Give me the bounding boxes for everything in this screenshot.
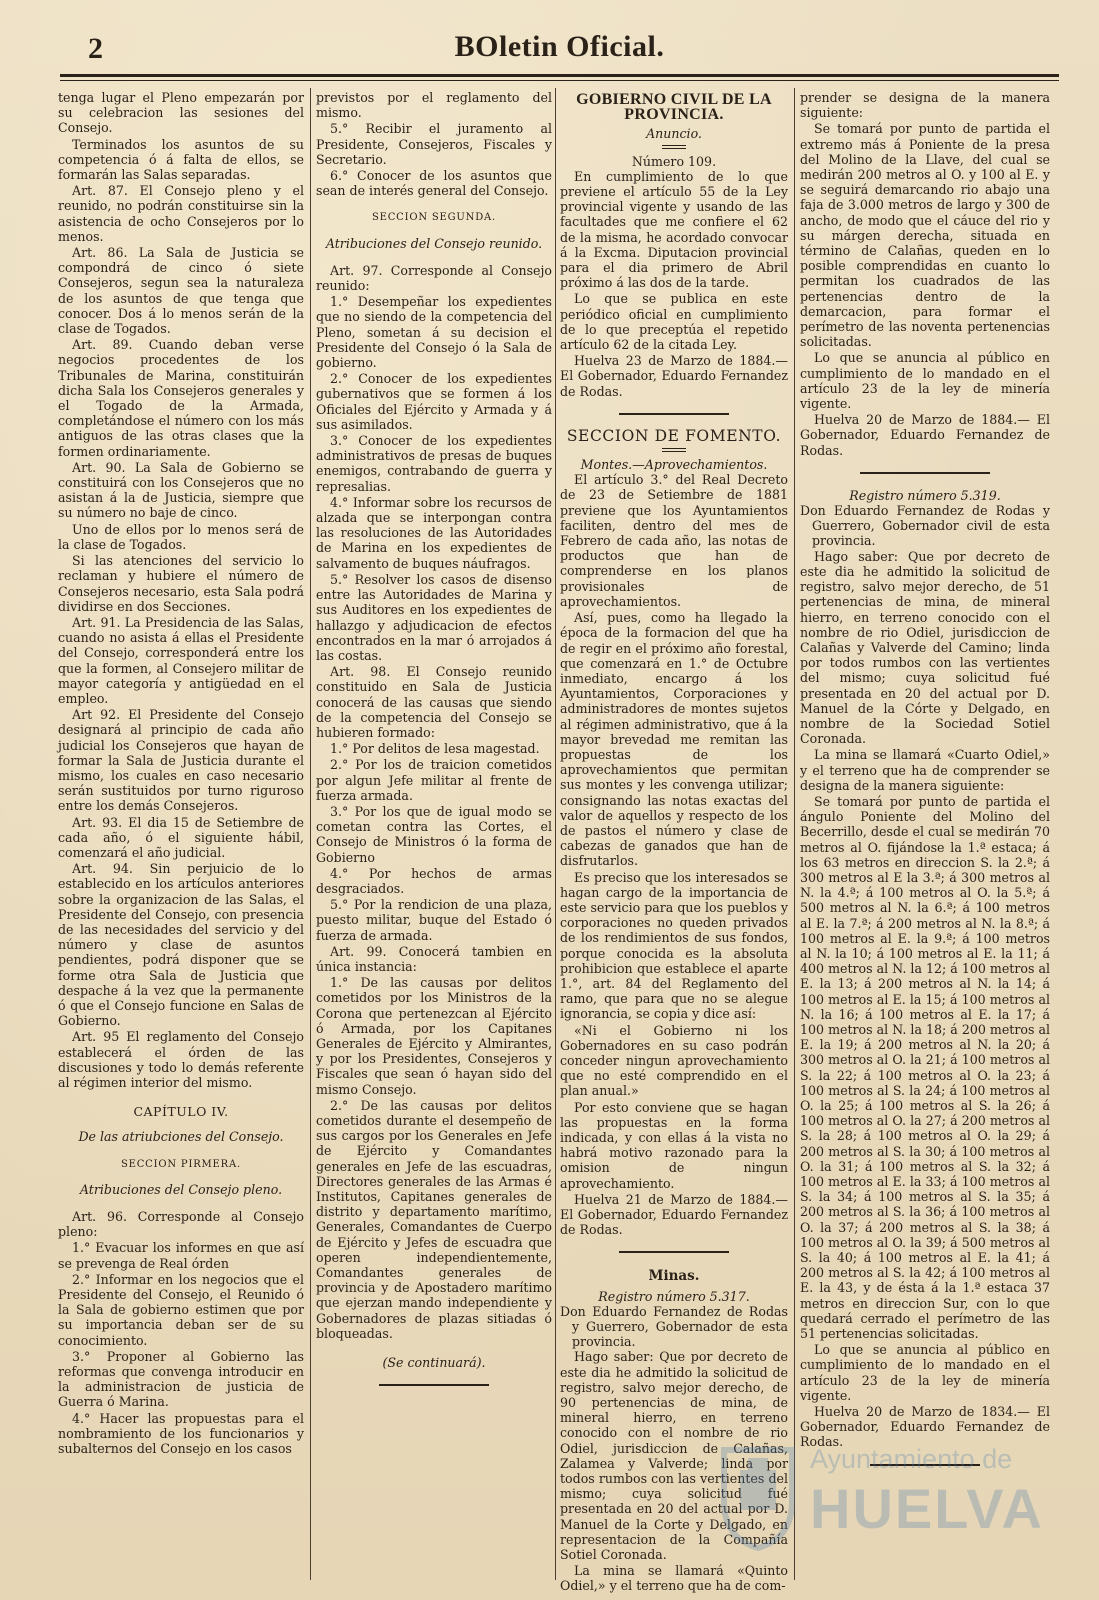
paragraph: 3.° Por los que de igual modo se cometan contra las Cortes, el Consejo de Ministros ó la forma de Gobierno <box>316 803 552 865</box>
paragraph: 5.° Recibir el juramento al Presidente, Consejeros, Fiscales y Secretario. <box>316 121 552 167</box>
registro-heading: Registro número 5.319. <box>849 487 1001 503</box>
paragraph: 1.° De las causas por delitos cometidos por los Ministros de la Corona que pertenezcan al Ejército ó Armada, por los Capitanes Generales de Ejército y Almirantes, y por los Presidentes, Consejeros y Fiscales que sean ó hayan sido del mismo Consejo. <box>316 975 552 1097</box>
paragraph: Art. 87. El Consejo pleno y el reunido, no podrán constituirse sin la asistencia de ocho Consejeros por lo menos. <box>58 183 304 244</box>
paragraph: Lo que se publica en este periódico oficial en cumplimiento de lo que preceptúa el repetido artículo 62 de la citada Ley. <box>560 291 788 353</box>
paragraph: 1.° Desempeñar los expedientes que no siendo de la competencia del Pleno, sometan á su decision el Presidente del Consejo ó la Sala de gobierno. <box>316 294 552 371</box>
don-line: Don Eduardo Fernandez de Rodas y Guerrero, Gobernador de esta provincia. <box>560 1303 788 1350</box>
paragraph: Art. 97. Corresponde al Consejo reunido: <box>316 262 552 294</box>
header-rule <box>60 74 1059 77</box>
paragraph: El artículo 3.° del Real Decreto de 23 de Setiembre de 1881 previene que los Ayuntamientos faciliten, dentro del mes de Febrero de cada año, las notas de productos que han de comprenderse en los planos provisionales de aprovechamientos. <box>560 472 788 609</box>
paragraph: 4.° Por hechos de armas desgraciados. <box>316 865 552 896</box>
paragraph: Art. 86. La Sala de Justicia se compondrá de cinco ó siete Consejeros, segun sea la naturaleza de los asuntos de que tenga que conocer. Dos á lo menos serán de la clase de Togados. <box>58 245 304 337</box>
paragraph: Uno de ellos por lo menos será de la clase de Togados. <box>58 521 304 552</box>
col2-paragraphs-2 <box>316 263 552 1341</box>
paragraph: Si las atenciones del servicio lo reclaman y hubiere el número de Consejeros necesario, esta Sala podrá dividirse en dos Secciones. <box>58 553 304 614</box>
paragraph: 4.° Informar sobre los recursos de alzada que se interpongan contra las resoluciones de las Autoridades de Marina en los expedientes de salvamento de buques náufragos. <box>316 494 552 571</box>
paragraph: Huelva 20 de Marzo de 1884.— El Gobernador, Eduardo Fernandez de Rodas. <box>800 412 1050 458</box>
paragraph: 5.° Por la rendicion de una plaza, puesto militar, buque del Estado ó fuerza de armada. <box>316 897 552 943</box>
paragraph: Hago saber: Que por decreto de este dia he admitido la solicitud de registro, salvo mejor derecho, de 90 pertenencias de mina, de mineral hierro, en terreno conocido con el nombre de rio Odiel, jurisdiccion de Calañas, Zalamea y Valverde; linda por todos rumbos con las vertientes del mismo; cuya solicitud fué presentada en 20 del actual por D. Manuel de la Corte y Delgado, en representacion de la Compañía Sotiel Coronada. <box>560 1349 788 1563</box>
col1-paragraphs <box>58 90 304 1090</box>
anuncio-heading: Anuncio. <box>646 126 702 142</box>
section-subheading: Atribuciones del Consejo reunido. <box>325 235 543 251</box>
paragraph: 6.° Conocer de los asuntos que sean de interés general del Consejo. <box>316 168 552 199</box>
dash-rule <box>662 145 686 149</box>
paragraph: Art. 95 El reglamento del Consejo establecerá el órden de las discusiones y todo lo demás referente al régimen interior del mismo. <box>58 1029 304 1090</box>
continues-note: (Se continuará). <box>382 1355 486 1371</box>
paragraph: 3.° Proponer al Gobierno las reformas que convenga introducir en la administracion de justicia de Guerra ó Marina. <box>58 1348 304 1410</box>
montes-heading: Montes.—Aprovechamientos. <box>580 457 768 473</box>
col1-paragraphs-2 <box>58 1209 304 1456</box>
col2-paragraphs <box>316 90 552 198</box>
paragraph: Art. 98. El Consejo reunido constituido en Sala de Justicia conocerá de las causas que siendo de la competencia del Consejo se hubieren formado: <box>316 664 552 740</box>
col3-paragraphs-2 <box>560 472 788 1237</box>
paragraph: Es preciso que los interesados se hagan cargo de la importancia de este servicio para que los pueblos y corporaciones no queden privados de los rendimientos de sus fondos, porque conocida es la absoluta prohibicion que establece el aparte 1.°, art. 84 del Reglamento del ramo, que para que no se alegue ignorancia, se copia y dice así: <box>560 869 788 1022</box>
col3-paragraphs <box>560 169 788 399</box>
header-rule-thin <box>60 80 1059 81</box>
paragraph: Art. 90. La Sala de Gobierno se constituirá con los Consejeros que no asistan á la de Justicia, siempre que su número no baje de cinco. <box>58 459 304 521</box>
section-heading: SECCION PIRMERA. <box>120 1158 241 1170</box>
separator-rule <box>619 1251 729 1253</box>
paragraph: Art. 94. Sin perjuicio de lo establecido en los artículos anteriores sobre la organizacion de las Salas, el Presidente del Consejo, con presencia de las necesidades del servicio y del número y clase de asuntos pendientes, podrá disponer que se forme otra Sala de Justicia que despache á la vez que la permanente ó que el Consejo funcione en Salas de Gobierno. <box>58 861 304 1029</box>
minas-heading: Minas. <box>648 1268 700 1285</box>
paragraph: tenga lugar el Pleno empezarán por su celebracion las sesiones del Consejo. <box>58 90 304 136</box>
column-2 <box>316 90 552 1580</box>
paragraph: Huelva 23 de Marzo de 1884.— El Gobernador, Eduardo Fernandez de Rodas. <box>560 353 788 399</box>
col4-paragraphs <box>800 90 1050 458</box>
watermark-line1: Ayuntamiento de <box>810 1444 1013 1474</box>
paragraph: previstos por el reglamento del mismo. <box>316 90 552 121</box>
paragraph: 1.° Por delitos de lesa magestad. <box>330 741 540 757</box>
dash-rule <box>662 448 686 452</box>
don-line: Don Eduardo Fernandez de Rodas y Guerrero, Gobernador civil de esta provincia. <box>800 503 1050 549</box>
page-number: 2 <box>88 32 103 65</box>
column-1 <box>58 90 304 1580</box>
paragraph: Art 92. El Presidente del Consejo designará al principio de cada año judicial los Consejeros que hayan de formar la Sala de Justicia durante el mismo, los cuales en caso necesario serán sustituidos por turno riguroso entre los demás Consejeros. <box>58 707 304 814</box>
paragraph: 2.° De las causas por delitos cometidos durante el desempeño de sus cargos por los Generales en Jefe de Ejército y Comandantes generales en Jefe de las escuadras, Directores generales de las Armas é Institutos, Capitanes generales de distrito y departamento marítimo, Generales, Comandantes de Cuerpo de Ejército y Jefes de escuadra que operen independientemente, Comandantes generales de provincia y de Apostadero marítimo que ejerzan mando independiente y Gobernadores de plazas sitiadas ó bloqueadas. <box>316 1097 552 1341</box>
paragraph: Huelva 20 de Marzo de 1834.— El Gobernador, Eduardo Fernandez de Rodas. <box>800 1404 1050 1450</box>
paragraph: 2.° Por los de traicion cometidos por algun Jefe militar al frente de fuerza armada. <box>316 757 552 803</box>
paragraph: En cumplimiento de lo que previene el artículo 55 de la Ley provincial vigente y usando de las facultades que me confiere el 62 de la misma, he acordado convocar á la Excma. Diputacion provincial para el dia primero de Abril próximo á las dos de la tarde. <box>560 168 788 291</box>
chapter-subheading: De las atriubciones del Consejo. <box>78 1129 284 1145</box>
paragraph: 2.° Conocer de los expedientes gubernativos que se formen á los Oficiales del Ejército y Armada y á sus asimilados. <box>316 371 552 432</box>
column-divider <box>794 88 795 1580</box>
paragraph: Terminados los asuntos de su competencia ó á falta de ellos, se formarán las Salas separadas. <box>58 136 304 183</box>
paragraph: 3.° Conocer de los expedientes administrativos de presas de buques enemigos, contrabando de guerra y represalias. <box>316 433 552 494</box>
paragraph: prender se designa de la manera siguiente: <box>800 90 1050 121</box>
paragraph: Huelva 21 de Marzo de 1884.— El Gobernador, Eduardo Fernandez de Rodas. <box>560 1191 788 1238</box>
paragraph: Así, pues, como ha llegado la época de la formacion del que ha de regir en el próximo año forestal, que comenzará en 1.° de Octubre inmediato, encargo á los Ayuntamientos, Corporaciones y administradores de montes sujetos al régimen administrativo, que á la mayor brevedad me remitan las propuestas de los aprovechamientos que permitan sus montes y les convenga utilizar; consignando las notas exactas del valor de aquellos y respecto de los de pastos el número y clase de cabezas de ganados que han de disfrutarlos. <box>560 610 788 869</box>
column-4 <box>800 90 1050 1580</box>
numero-label: Número 109. <box>631 153 717 169</box>
paragraph: «Ni el Gobierno ni los Gobernadores en su caso podrán conceder ningun aprovechamiento que no esté comprendido en el plan anual.» <box>560 1022 788 1099</box>
column-divider <box>310 88 311 1580</box>
watermark-line2: HUELVA <box>810 1477 1044 1540</box>
col4-paragraphs-2 <box>800 549 1050 1450</box>
paragraph: Lo que se anuncia al público en cumplimiento de lo mandado en el artículo 23 de la ley de minería vigente. <box>800 350 1050 412</box>
chapter-heading: CAPÍTULO IV. <box>133 1104 229 1120</box>
column-3 <box>560 90 788 1594</box>
column-divider <box>555 88 556 1580</box>
paragraph: Por esto conviene que se hagan las propuestas en la forma indicada, y con ellas á la vista no habrá motivo razonado para la omision de ningun aprovechamiento. <box>560 1099 788 1191</box>
separator-rule <box>860 472 990 474</box>
paragraph: Art. 89. Cuando deban verse negocios procedentes de los Tribunales de Marina, constituirán dicha Sala los Consejeros generales y el Togado de la Armada, completándose el número con los más antiguos de las otras clases que la formen ordinariamente. <box>58 337 304 459</box>
page-header <box>60 28 1059 76</box>
paragraph: Hago saber: Que por decreto de este dia he admitido la solicitud de registro, salvo mejor derecho, de 51 pertenencias de mina, de mineral hierro, en terreno conocido con el nombre de rio Odiel, jurisdiccion de Calañas y Valverde del Camino; linda por todos rumbos con las vertientes del mismo; cuya solicitud fué presentada en 20 del actual por D. Manuel de la Córte y Delgado, en nombre de la Sociedad Sotiel Coronada. <box>800 548 1050 747</box>
separator-rule <box>619 413 729 415</box>
fomento-heading: SECCION DE FOMENTO. <box>566 426 782 445</box>
paragraph: Art. 96. Corresponde al Consejo pleno: <box>58 1209 304 1240</box>
paragraph: Art. 91. La Presidencia de las Salas, cuando no asista á ellas el Presidente del Consejo, corresponderá entre los que la formen, al Consejero militar de mayor categoría y antigüedad en el empleo. <box>58 614 304 706</box>
masthead-title: BOletin Oficial. <box>454 30 665 63</box>
paragraph: La mina se llamará «Cuarto Odiel,» y el terreno que ha de comprender se designa de la manera siguiente: <box>800 747 1050 793</box>
registro-heading: Registro número 5.317. <box>598 1288 750 1304</box>
paragraph: Se tomará por punto de partida el extremo más á Poniente de la presa del Molino de la Llave, del cual se medirán 200 metros al O. y 100 al E. y se seguirá demarcando rio abajo una faja de 3.000 metros de largo y 300 de ancho, de modo que el cáuce del rio y su márgen derecha, situada en término de Calañas, queden en lo posible comprendidas en cuanto lo permitan los cuadrados de las pertenencias dentro de la demarcacion, para formar el perímetro de las noventa pertenencias solicitadas. <box>800 121 1050 350</box>
paragraph: Se tomará por punto de partida el ángulo Poniente del Molino del Becerrillo, desde el cual se medirán 70 metros al O. fijándose la 1.ª estaca; á los 63 metros en direccion S. la 2.ª; á 300 metros al E la 3.ª; á 300 metros al N. la 4.ª; á 100 metros al O. la 5.ª; á 500 metros al N. la 6.ª; á 100 metros al E. la 7.ª; á 200 metros al N. la 8.ª; á 100 metros al E. la 9.ª; á 100 metros al N. la 10; á 100 metros al E. la 11; á 400 metros al N. la 12; á 100 metros al E. la 13; á 200 metros al N. la 14; á 100 metros al E. la 15; á 100 metros al N. la 16; á 100 metros al E. la 17; á 100 metros al N. la 18; á 200 metros al E. la 19; á 200 metros al N. la 20; á 300 metros al O. la 21; á 100 metros al S. la 22; á 100 metros al O. la 23; á 100 metros al S. la 24; á 100 metros al O. la 25; á 100 metros al S. la 26; á 100 metros al O. la 27; á 200 metros al S. la 28; á 100 metros al O. la 29; á 200 metros al S. la 30; á 100 metros al O. la 31; á 100 metros al S. la 32; á 100 metros al E. la 33; á 100 metros al S. la 34; á 100 metros al S. la 35; á 200 metros al S. la 36; á 100 metros al O. la 37; á 200 metros al S. la 38; á 100 metros al O. la 39; á 500 metros al S. la 40; á 100 metros al E. la 41; á 200 metros al S. la 42; á 100 metros al E. la 43, y de ésta á la 1.ª estaca 37 metros en direccion Sur, con lo que quedará cerrado el perímetro de las 51 pertenencias solicitadas. <box>800 793 1050 1342</box>
gobierno-heading: GOBIERNO CIVIL DE LA PROVINCIA. <box>576 91 772 124</box>
paragraph: Lo que se anuncia al público en cumplimiento de lo mandado en el artículo 23 de la ley de minería vigente. <box>800 1342 1050 1403</box>
section-subheading: Atribuciones del Consejo pleno. <box>79 1181 283 1197</box>
separator-rule <box>870 1464 980 1466</box>
paragraph: 1.° Evacuar los informes en que así se prevenga de Real órden <box>58 1240 304 1271</box>
paragraph: 2.° Informar en los negocios que el Presidente del Consejo, el Reunido ó la Sala de gobierno estimen que por su importancia deban ser de su conocimiento. <box>58 1271 304 1348</box>
paragraph: 5.° Resolver los casos de disenso entre las Autoridades de Marina y sus Auditores en los expedientes de hallazgo y adjudicacion de efectos encontrados en la mar ó arrojados á las costas. <box>316 571 552 663</box>
paragraph: Art. 99. Conocerá tambien en única instancia: <box>316 943 552 974</box>
paragraph: Art. 93. El dia 15 de Setiembre de cada año, ó el siguiente hábil, comenzará el año judicial. <box>58 814 304 860</box>
paragraph: 4.° Hacer las propuestas para el nombramiento de los funcionarios y subalternos del Consejo en los casos <box>58 1410 304 1457</box>
separator-rule <box>379 1384 489 1386</box>
section-heading: SECCION SEGUNDA. <box>371 212 497 224</box>
col3-paragraphs-3 <box>560 1349 788 1593</box>
paragraph: La mina se llamará «Quinto Odiel,» y el terreno que ha de com- <box>560 1563 788 1594</box>
